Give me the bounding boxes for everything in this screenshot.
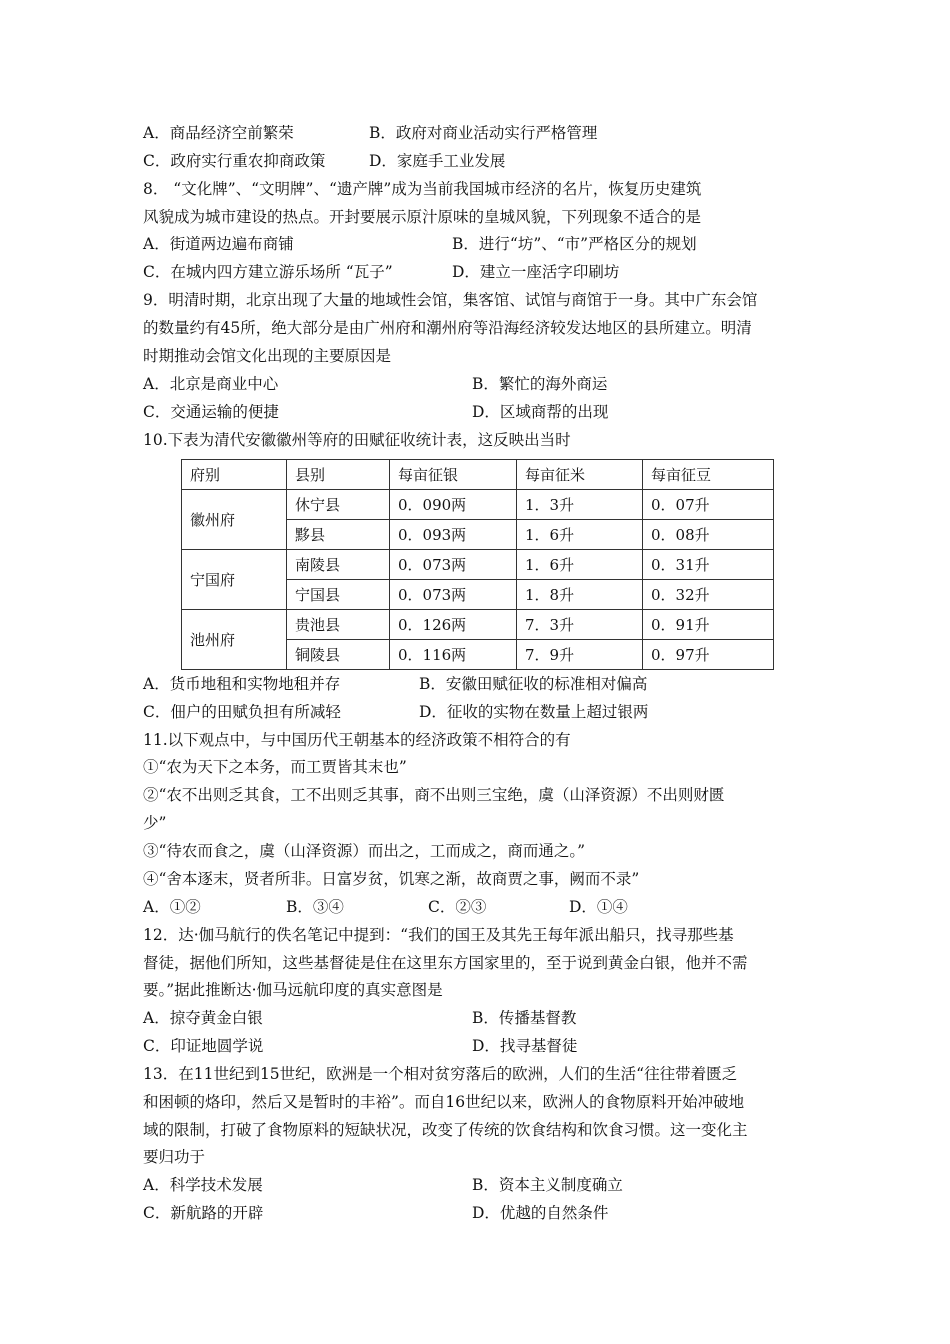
q11-option-b: B．③④	[286, 898, 344, 916]
county-cell: 贵池县	[287, 610, 390, 640]
q12-stem-line1: 12．达·伽马航行的佚名笔记中提到：“我们的国王及其先王每年派出船只，找寻那些基	[143, 926, 734, 944]
q9-stem-line3: 时期推动会馆文化出现的主要原因是	[143, 347, 392, 365]
q10-option-d: D．征收的实物在数量上超过银两	[419, 703, 649, 721]
table-row	[182, 490, 774, 520]
q11-statement-1: ①“农为天下之本务，而工贾皆其末也”	[143, 758, 407, 776]
county-cell: 铜陵县	[287, 640, 390, 670]
q8-stem-line1: 8． “文化牌”、“文明牌”、“遗产牌”成为当前我国城市经济的名片，恢复历史建筑	[143, 180, 702, 198]
silver-cell: 0．126两	[390, 610, 517, 640]
header-silver: 每亩征银	[390, 460, 517, 490]
q13-option-d: D．优越的自然条件	[472, 1204, 609, 1222]
q13-option-b: B．资本主义制度确立	[472, 1176, 623, 1194]
q7-option-d: D．家庭手工业发展	[369, 152, 506, 170]
fu-cell: 徽州府	[182, 490, 287, 550]
q12-stem-line3: 要。”据此推断达·伽马远航印度的真实意图是	[143, 981, 443, 999]
tax-table-header-row	[182, 460, 774, 490]
beans-cell: 0．31升	[643, 550, 774, 580]
q11-statement-2a: ②“农不出则乏其食，工不出则乏其事，商不出则三宝绝，虞（山泽资源）不出则财匮	[143, 786, 725, 804]
q12-option-d: D．找寻基督徒	[472, 1037, 578, 1055]
silver-cell: 0．116两	[390, 640, 517, 670]
q7-option-a: A．商品经济空前繁荣	[143, 124, 294, 142]
beans-cell: 0．07升	[643, 490, 774, 520]
q12-option-b: B．传播基督教	[472, 1009, 577, 1027]
header-county: 县别	[287, 460, 390, 490]
q8-option-b: B．进行“坊”、“市”严格区分的规划	[452, 235, 697, 253]
county-cell: 休宁县	[287, 490, 390, 520]
county-cell: 南陵县	[287, 550, 390, 580]
q13-stem-line3: 域的限制，打破了食物原料的短缺状况，改变了传统的饮食结构和饮食习惯。这一变化主	[143, 1121, 748, 1139]
q7-option-b: B．政府对商业活动实行严格管理	[369, 124, 598, 142]
q13-stem-line2: 和困顿的烙印，然后又是暂时的丰裕”。而自16世纪以来，欧洲人的食物原料开始冲破地	[143, 1093, 745, 1111]
q13-option-a: A．科学技术发展	[143, 1176, 263, 1194]
beans-cell: 0．91升	[643, 610, 774, 640]
fu-cell: 池州府	[182, 610, 287, 670]
q9-stem-line1: 9．明清时期，北京出现了大量的地域性会馆，集客馆、试馆与商馆于一身。其中广东会馆	[143, 291, 758, 309]
rice-cell: 7．9升	[517, 640, 643, 670]
beans-cell: 0．32升	[643, 580, 774, 610]
q13-option-c: C．新航路的开辟	[143, 1204, 264, 1222]
q10-option-b: B．安徽田赋征收的标准相对偏高	[419, 675, 648, 693]
q8-option-d: D．建立一座活字印刷坊	[452, 263, 620, 281]
county-cell: 宁国县	[287, 580, 390, 610]
q7-option-c: C．政府实行重农抑商政策	[143, 152, 326, 170]
rice-cell: 1．6升	[517, 550, 643, 580]
rice-cell: 7．3升	[517, 610, 643, 640]
q8-option-a: A．街道两边遍布商铺	[143, 235, 294, 253]
q12-stem-line2: 督徒，据他们所知，这些基督徒是住在这里东方国家里的，至于说到黄金白银，他并不需	[143, 954, 748, 972]
rice-cell: 1．6升	[517, 520, 643, 550]
q10-option-a: A．货币地租和实物地租并存	[143, 675, 341, 693]
silver-cell: 0．090两	[390, 490, 517, 520]
beans-cell: 0．08升	[643, 520, 774, 550]
q9-option-d: D．区域商帮的出现	[472, 403, 609, 421]
q10-option-c: C．佃户的田赋负担有所减轻	[143, 703, 341, 721]
q9-option-a: A．北京是商业中心	[143, 375, 279, 393]
rice-cell: 1．3升	[517, 490, 643, 520]
fu-cell: 宁国府	[182, 550, 287, 610]
header-beans: 每亩征豆	[643, 460, 774, 490]
q9-stem-line2: 的数量约有45所，绝大部分是由广州府和潮州府等沿海经济较发达地区的县所建立。明清	[143, 319, 752, 337]
header-rice: 每亩征米	[517, 460, 643, 490]
q8-option-c: C．在城内四方建立游乐场所 “瓦子”	[143, 263, 393, 281]
q11-stem: 11.以下观点中，与中国历代王朝基本的经济政策不相符合的有	[143, 731, 571, 749]
tax-table	[181, 459, 774, 670]
county-cell: 黟县	[287, 520, 390, 550]
silver-cell: 0．073两	[390, 580, 517, 610]
header-fu: 府别	[182, 460, 287, 490]
q11-statement-4: ④“舍本逐末，贤者所非。日富岁贫，饥寒之渐，故商贾之事，阙而不录”	[143, 870, 640, 888]
q9-option-b: B．繁忙的海外商运	[472, 375, 608, 393]
q8-stem-line2: 风貌成为城市建设的热点。开封要展示原汁原味的皇城风貌，下列现象不适合的是	[143, 208, 702, 226]
q10-stem: 10.下表为清代安徽徽州等府的田赋征收统计表，这反映出当时	[143, 431, 571, 449]
q12-option-a: A．掠夺黄金白银	[143, 1009, 263, 1027]
q11-option-a: A．①②	[143, 898, 201, 916]
table-row	[182, 550, 774, 580]
q13-stem-line1: 13．在11世纪到15世纪，欧洲是一个相对贫穷落后的欧洲，人们的生活“往往带着匮乏	[143, 1065, 738, 1083]
q11-statement-3: ③“待农而食之，虞（山泽资源）而出之，工而成之，商而通之。”	[143, 842, 586, 860]
q11-option-d: D．①④	[569, 898, 628, 916]
q12-option-c: C．印证地圆学说	[143, 1037, 264, 1055]
rice-cell: 1．8升	[517, 580, 643, 610]
q11-option-c: C．②③	[428, 898, 487, 916]
silver-cell: 0．073两	[390, 550, 517, 580]
q13-stem-line4: 要归功于	[143, 1148, 206, 1166]
silver-cell: 0．093两	[390, 520, 517, 550]
beans-cell: 0．97升	[643, 640, 774, 670]
table-row	[182, 610, 774, 640]
q9-option-c: C．交通运输的便捷	[143, 403, 279, 421]
q11-statement-2b: 少”	[143, 814, 167, 832]
